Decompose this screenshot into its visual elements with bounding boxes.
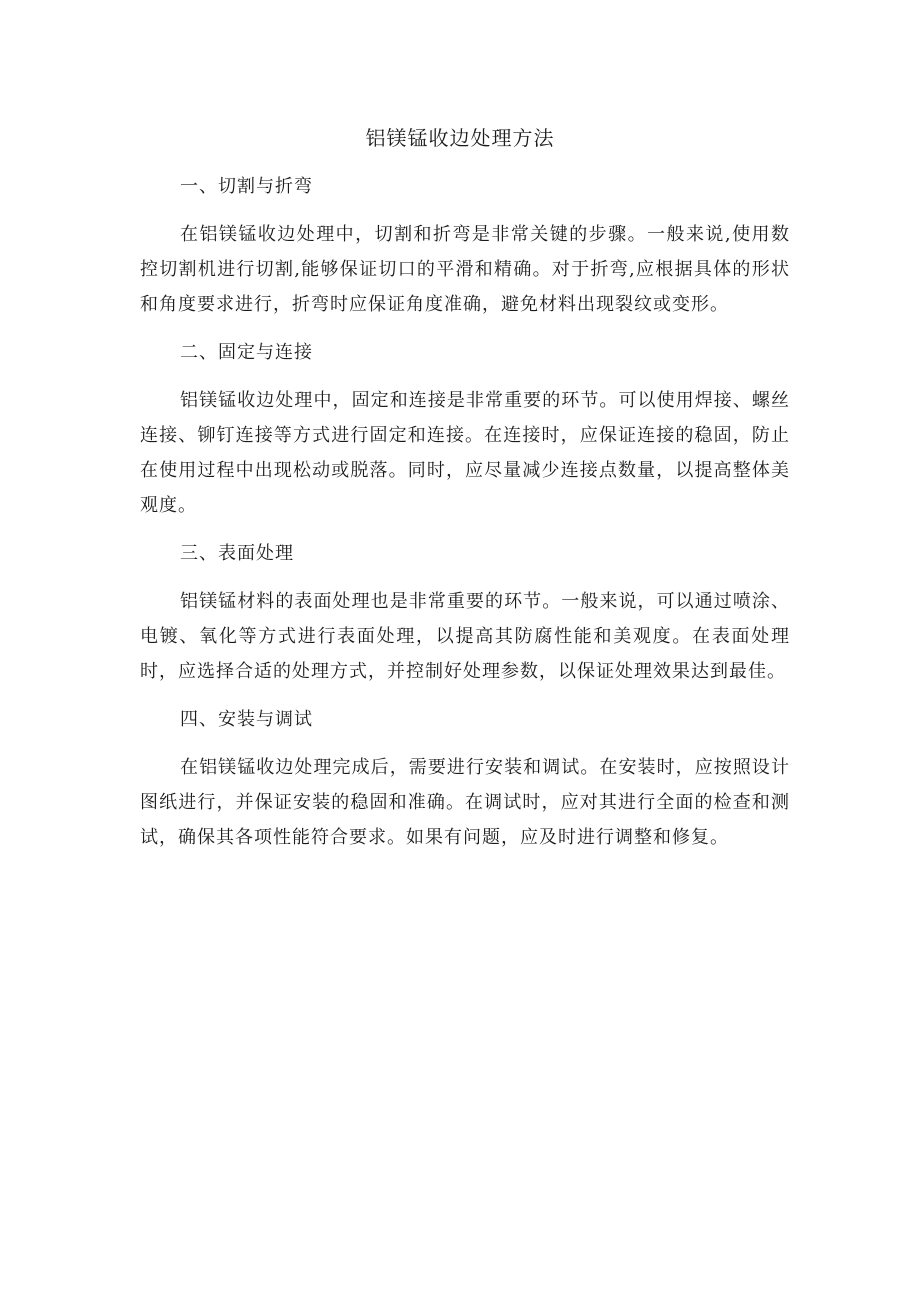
section-heading-installation-debugging: 四、安装与调试 [180,709,313,730]
section-paragraph-cutting-bending: 在铝镁锰收边处理中，切割和折弯是非常关键的步骤。一般来说,使用数控切割机进行切割,能够保证切口的平滑和精确。对于折弯,应根据具体的形状和角度要求进行，折弯时应保证角度准确，避免材料出现裂纹或变形。 [140,224,790,315]
section-paragraph-installation-debugging: 在铝镁锰收边处理完成后，需要进行安装和调试。在安装时，应按照设计图纸进行，并保证安装的稳固和准确。在调试时，应对其进行全面的检查和测试，确保其各项性能符合要求。如果有问题，应及时进行调整和修复。 [140,757,790,848]
document-title: 铝镁锰收边处理方法 [365,126,555,150]
section-paragraph-fixing-connecting: 铝镁锰收边处理中，固定和连接是非常重要的环节。可以使用焊接、螺丝连接、铆钉连接等方式进行固定和连接。在连接时，应保证连接的稳固，防止在使用过程中出现松动或脱落。同时，应尽量减少连接点数量，以提高整体美观度。 [140,390,790,516]
section-heading-surface-treatment: 三、表面处理 [180,543,294,564]
section-heading-cutting-bending: 一、切割与折弯 [180,176,313,197]
section-heading-fixing-connecting: 二、固定与连接 [180,342,313,363]
section-paragraph-surface-treatment: 铝镁锰材料的表面处理也是非常重要的环节。一般来说，可以通过喷涂、电镀、氧化等方式进行表面处理，以提高其防腐性能和美观度。在表面处理时，应选择合适的处理方式，并控制好处理参数，以保证处理效果达到最佳。 [140,591,790,682]
document-body [140,169,790,868]
